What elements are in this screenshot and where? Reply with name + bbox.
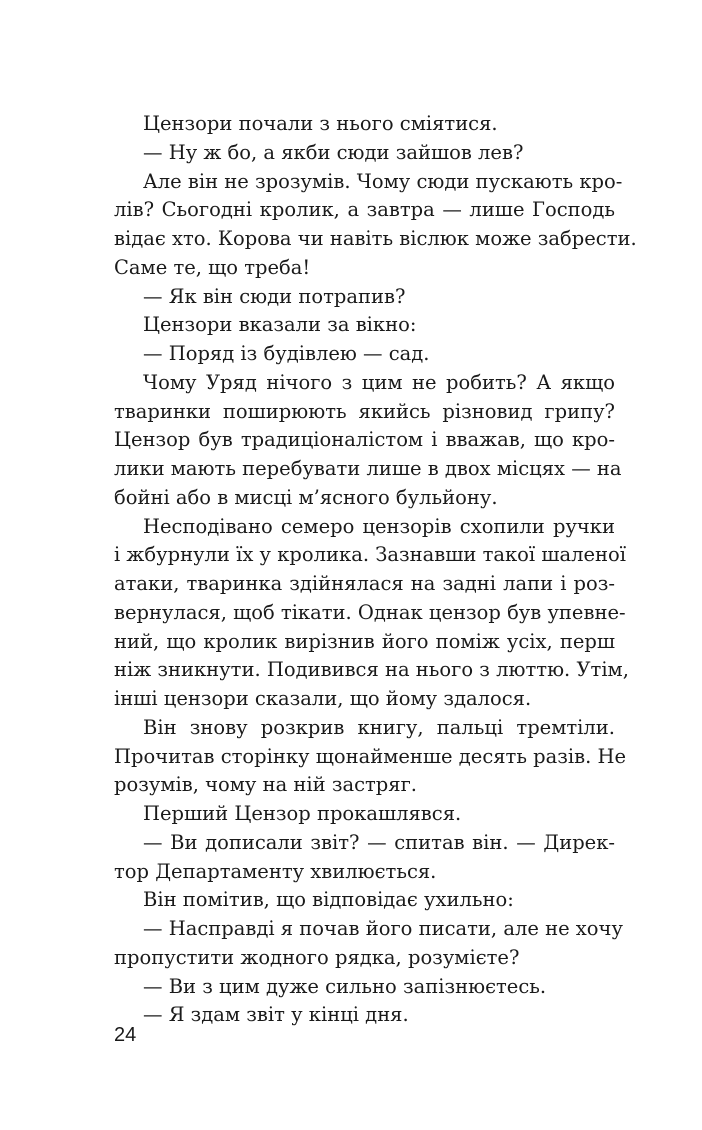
text-line: лики мають перебувати лише в двох місцях — на	[114, 457, 622, 480]
page-number: 24	[114, 1024, 137, 1046]
text-line: вернулася, щоб тікати. Однак цензор був упевне-	[114, 600, 626, 624]
text-line: — Ви дописали звіт? — спитав він. — Дирек-	[143, 830, 615, 854]
text-line: — Ви з цим дуже сильно запізнюєтесь.	[143, 974, 547, 998]
text-line: пропустити жодного рядка, розумієте?	[114, 945, 520, 969]
text-line: ний, що кролик вирізнив його поміж усіх, перш	[114, 629, 615, 653]
text-line: — Як він сюди потрапив?	[143, 284, 406, 308]
text-line: Цензори вказали за вікно:	[143, 313, 417, 337]
text-line: Перший Цензор прокашлявся.	[143, 802, 462, 825]
text-line: Несподівано семеро цензорів схопили ручки	[143, 514, 615, 538]
text-line: — Поряд із будівлею — сад.	[143, 342, 430, 365]
text-line: Саме те, що треба!	[114, 255, 311, 279]
text-line: — Насправді я почав його писати, але не хочу	[143, 917, 623, 940]
text-line: Цензор був традиціоналістом і вважав, що кро-	[114, 428, 615, 452]
text-line: Він знову розкрив книгу, пальці тремтіли.	[143, 715, 615, 739]
text-line: Прочитав сторінку щонайменше десять разів. Не	[114, 744, 627, 768]
text-line: тваринки поширюють якийсь різновид грипу?	[114, 399, 615, 423]
text-line: — Я здам звіт у кінці дня.	[143, 1003, 409, 1027]
text-line: тор Департаменту хвилюється.	[114, 859, 437, 883]
text-line: ніж зникнути. Подивився на нього з люттю. Утім,	[114, 658, 629, 682]
text-line: — Ну ж бо, а якби сюди зайшов лев?	[143, 140, 524, 164]
text-line: бойні або в мисці м’ясного бульйону.	[114, 485, 498, 509]
text-line: розумів, чому на ній застряг.	[114, 773, 418, 797]
text-line: Він помітив, що відповідає ухильно:	[143, 888, 514, 912]
text-line: Цензори почали з нього сміятися.	[143, 112, 498, 135]
text-line: Чому Уряд нічого з цим не робить? А якщо	[143, 370, 615, 394]
text-line: лів? Сьогодні кролик, а завтра — лише Господь	[114, 198, 615, 222]
text-line: відає хто. Корова чи навіть віслюк може забрести.	[114, 227, 637, 250]
page-body-text	[114, 110, 637, 1030]
text-line: атаки, тваринка здійнялася на задні лапи і роз-	[114, 572, 615, 595]
text-line: і жбурнули їх у кролика. Зазнавши такої шаленої	[114, 543, 626, 567]
text-line: Але він не зрозумів. Чому сюди пускають кро-	[143, 169, 623, 193]
text-line: інші цензори сказали, що йому здалося.	[114, 687, 532, 710]
